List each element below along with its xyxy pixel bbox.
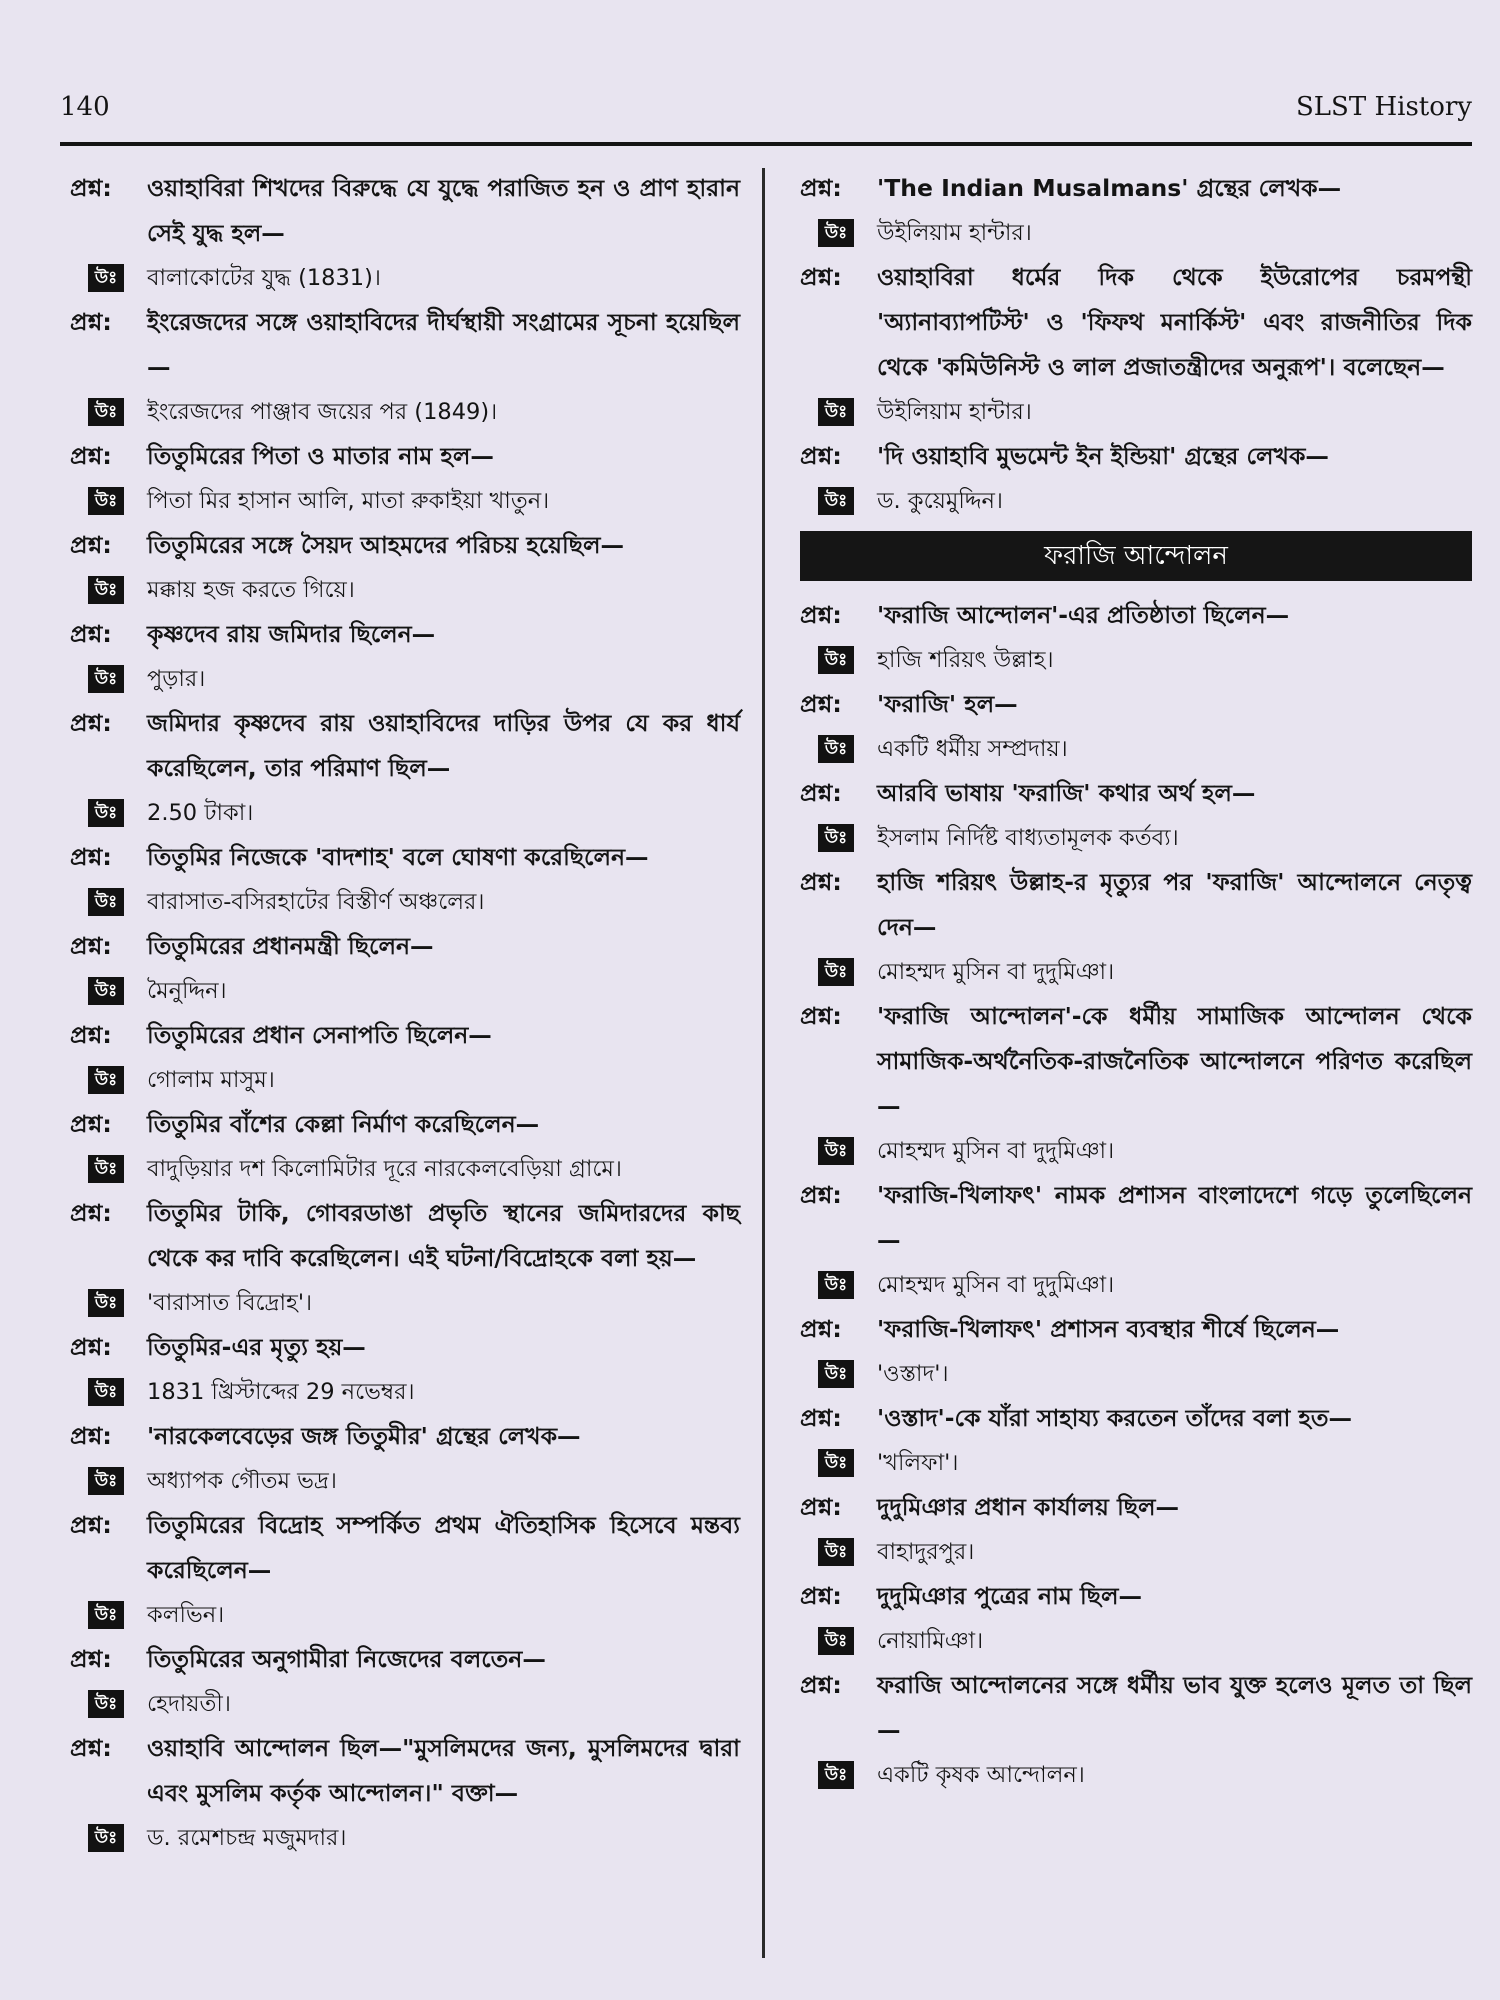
question-text: ফরাজি আন্দোলনের সঙ্গে ধর্মীয় ভাব যুক্ত হলেও মূলত তা ছিল— <box>877 1671 1472 1744</box>
question-label: প্রশ্ন: <box>70 620 112 648</box>
answer-badge: উঃ <box>818 1761 854 1789</box>
qa-item <box>800 1574 1472 1663</box>
answer-badge: উঃ <box>818 1449 854 1477</box>
question-label: প্রশ্ন: <box>800 1582 842 1610</box>
question <box>800 1173 1472 1263</box>
section-banner: ফরাজি আন্দোলন <box>800 531 1472 581</box>
answer-badge: উঃ <box>818 398 854 426</box>
qa-item <box>70 523 740 612</box>
answer <box>70 1682 740 1726</box>
question-text: ওয়াহাবিরা ধর্মের দিক থেকে ইউরোপের চরমপন্থী 'অ্যানাব্যাপটিস্ট' ও 'ফিফথ মনার্কিস্ট' এবং রাজনীতির দিক থেকে 'কমিউনিস্ট ও লাল প্রজাতন্ত্রীদের অনুরূপ'। বলেছেন— <box>877 263 1472 381</box>
answer-text: 'বারাসাত বিদ্রোহ'। <box>147 1290 313 1316</box>
question <box>70 612 740 657</box>
question-label: প্রশ্ন: <box>70 1021 112 1049</box>
answer-text: 1831 খ্রিস্টাব্দের 29 নভেম্বর। <box>147 1379 415 1405</box>
answer <box>70 1593 740 1637</box>
question-text: 'ফরাজি আন্দোলন'-কে ধর্মীয় সামাজিক আন্দোলন থেকে সামাজিক-অর্থনৈতিক-রাজনৈতিক আন্দোলনে পরিণত করেছিল— <box>877 1002 1472 1120</box>
question-label: প্রশ্ন: <box>70 843 112 871</box>
question <box>800 1307 1472 1352</box>
question-label: প্রশ্ন: <box>70 1645 112 1673</box>
answer-text: বারাসাত-বসিরহাটের বিস্তীর্ণ অঞ্চলের। <box>147 889 485 915</box>
question-text: তিতুমির-এর মৃত্যু হয়— <box>147 1333 366 1361</box>
question-label: প্রশ্ন: <box>800 1181 842 1209</box>
book-title: SLST History <box>1295 92 1472 122</box>
qa-item <box>70 166 740 300</box>
answer-text: মোহম্মদ মুসিন বা দুদুমিঞা। <box>877 1272 1115 1298</box>
qa-item <box>70 1191 740 1325</box>
qa-item <box>70 1325 740 1414</box>
answer <box>800 1441 1472 1485</box>
question <box>800 1574 1472 1619</box>
question-text: ওয়াহাবিরা শিখদের বিরুদ্ধে যে যুদ্ধে পরাজিত হন ও প্রাণ হারান সেই যুদ্ধ হল— <box>147 174 740 247</box>
answer-text: হেদায়তী। <box>147 1691 231 1717</box>
answer-text: মোহম্মদ মুসিন বা দুদুমিঞা। <box>877 959 1115 985</box>
answer <box>800 816 1472 860</box>
answer-text: বাহাদুরপুর। <box>877 1539 975 1565</box>
qa-item <box>70 612 740 701</box>
column-divider <box>762 168 765 1958</box>
answer <box>800 479 1472 523</box>
question <box>70 1414 740 1459</box>
qa-item <box>70 1102 740 1191</box>
question <box>800 1663 1472 1753</box>
answer-badge: উঃ <box>818 1271 854 1299</box>
answer-text: বালাকোটের যুদ্ধ (1831)। <box>147 265 381 291</box>
question-text: হাজি শরিয়ৎ উল্লাহ-র মৃত্যুর পর 'ফরাজি' আন্দোলনে নেতৃত্ব দেন— <box>877 868 1472 941</box>
answer <box>800 390 1472 434</box>
qa-item <box>800 593 1472 682</box>
question-label: প্রশ্ন: <box>70 1511 112 1539</box>
qa-item <box>70 434 740 523</box>
question-label: প্রশ্ন: <box>70 531 112 559</box>
answer <box>70 1058 740 1102</box>
answer <box>70 880 740 924</box>
question <box>800 860 1472 950</box>
answer-text: মোহম্মদ মুসিন বা দুদুমিঞা। <box>877 1138 1115 1164</box>
qa-item <box>70 1414 740 1503</box>
answer-text: ইসলাম নির্দিষ্ট বাধ্যতামূলক কর্তব্য। <box>877 825 1179 851</box>
question-label: প্রশ্ন: <box>800 1671 842 1699</box>
answer-text: হাজি শরিয়ৎ উল্লাহ। <box>877 647 1054 673</box>
answer <box>800 1129 1472 1173</box>
question-text: 'ফরাজি-খিলাফৎ' প্রশাসন ব্যবস্থার শীর্ষে ছিলেন— <box>877 1315 1340 1343</box>
question-text: তিতুমির নিজেকে 'বাদশাহ' বলে ঘোষণা করেছিলেন— <box>147 843 649 871</box>
answer-text: নোয়ামিঞা। <box>877 1628 984 1654</box>
question-label: প্রশ্ন: <box>70 174 112 202</box>
answer-badge: উঃ <box>818 646 854 674</box>
answer <box>800 1263 1472 1307</box>
question-text: দুদুমিঞার পুত্রের নাম ছিল— <box>877 1582 1143 1610</box>
question-text: তিতুমিরের অনুগামীরা নিজেদের বলতেন— <box>147 1645 546 1673</box>
answer-badge: উঃ <box>88 665 124 693</box>
question-text: তিতুমিরের প্রধান সেনাপতি ছিলেন— <box>147 1021 492 1049</box>
question-label: প্রশ্ন: <box>800 1002 842 1030</box>
question <box>800 771 1472 816</box>
question-label: প্রশ্ন: <box>800 690 842 718</box>
answer <box>70 657 740 701</box>
answer-text: উইলিয়াম হান্টার। <box>877 399 1032 425</box>
question-label: প্রশ্ন: <box>800 1315 842 1343</box>
qa-item <box>800 682 1472 771</box>
qa-item <box>800 434 1472 523</box>
answer-text: 'ওস্তাদ'। <box>877 1361 949 1387</box>
question-text: কৃষ্ণদেব রায় জমিদার ছিলেন— <box>147 620 436 648</box>
question-text: তিতুমিরের বিদ্রোহ সম্পর্কিত প্রথম ঐতিহাসিক হিসেবে মন্তব্য করেছিলেন— <box>147 1511 740 1584</box>
question <box>70 1191 740 1281</box>
answer-badge: উঃ <box>88 888 124 916</box>
question-text: 'ফরাজি আন্দোলন'-এর প্রতিষ্ঠাতা ছিলেন— <box>877 601 1290 629</box>
qa-item <box>800 860 1472 994</box>
question-label: প্রশ্ন: <box>800 1493 842 1521</box>
answer-badge: উঃ <box>818 1538 854 1566</box>
question-label: প্রশ্ন: <box>800 442 842 470</box>
answer-badge: উঃ <box>818 219 854 247</box>
header-rule <box>60 142 1472 146</box>
qa-item <box>70 835 740 924</box>
answer-text: ড. কুয়েমুদ্দিন। <box>877 488 1003 514</box>
question <box>800 255 1472 390</box>
question-label: প্রশ্ন: <box>70 1422 112 1450</box>
question-text: আরবি ভাষায় 'ফরাজি' কথার অর্থ হল— <box>877 779 1256 807</box>
page-number: 140 <box>60 92 110 122</box>
question <box>800 166 1472 211</box>
question-text: দুদুমিঞার প্রধান কার্যালয় ছিল— <box>877 1493 1180 1521</box>
answer <box>70 791 740 835</box>
question-text: 'ওস্তাদ'-কে যাঁরা সাহায্য করতেন তাঁদের বলা হত— <box>877 1404 1353 1432</box>
qa-item <box>70 924 740 1013</box>
qa-item <box>70 701 740 835</box>
answer-text: কলভিন। <box>147 1602 225 1628</box>
answer <box>70 256 740 300</box>
qa-item <box>70 1637 740 1726</box>
answer <box>70 1459 740 1503</box>
question <box>70 300 740 390</box>
question-label: প্রশ্ন: <box>800 1404 842 1432</box>
question <box>70 1503 740 1593</box>
answer-text: মক্কায় হজ করতে গিয়ে। <box>147 577 355 603</box>
left-column <box>70 166 740 1860</box>
answer-badge: উঃ <box>818 958 854 986</box>
question <box>800 682 1472 727</box>
answer-text: অধ্যাপক গৌতম ভদ্র। <box>147 1468 337 1494</box>
answer <box>70 1281 740 1325</box>
question-label: প্রশ্ন: <box>70 442 112 470</box>
question-label: প্রশ্ন: <box>70 709 112 737</box>
qa-item <box>800 1173 1472 1307</box>
question <box>800 1485 1472 1530</box>
question <box>800 593 1472 638</box>
question <box>800 1396 1472 1441</box>
answer-badge: উঃ <box>88 1824 124 1852</box>
question-label: প্রশ্ন: <box>800 779 842 807</box>
qa-item <box>800 1663 1472 1797</box>
answer-badge: উঃ <box>818 1137 854 1165</box>
question <box>70 166 740 256</box>
answer <box>70 1370 740 1414</box>
answer <box>70 479 740 523</box>
question-label: প্রশ্ন: <box>800 263 842 291</box>
qa-item <box>70 1503 740 1637</box>
page-header <box>60 92 1472 136</box>
right-column-top <box>800 166 1472 523</box>
question <box>70 701 740 791</box>
question-label: প্রশ্ন: <box>70 932 112 960</box>
question-label: প্রশ্ন: <box>70 1199 112 1227</box>
answer-text: পিতা মির হাসান আলি, মাতা রুকাইয়া খাতুন। <box>147 488 550 514</box>
qa-item <box>800 255 1472 434</box>
question <box>70 523 740 568</box>
question-label: প্রশ্ন: <box>70 1734 112 1762</box>
question-text: 'দি ওয়াহাবি মুভমেন্ট ইন ইন্ডিয়া' গ্রন্থের লেখক— <box>877 442 1329 470</box>
answer-badge: উঃ <box>88 576 124 604</box>
answer-text: উইলিয়াম হান্টার। <box>877 220 1032 246</box>
answer-badge: উঃ <box>88 1155 124 1183</box>
answer-badge: উঃ <box>818 1360 854 1388</box>
question-text: জমিদার কৃষ্ণদেব রায় ওয়াহাবিদের দাড়ির উপর যে কর ধার্য করেছিলেন, তার পরিমাণ ছিল— <box>147 709 740 782</box>
question-text: 'The Indian Musalmans' গ্রন্থের লেখক— <box>877 174 1342 202</box>
answer-text: একটি ধর্মীয় সম্প্রদায়। <box>877 736 1068 762</box>
question-text: ইংরেজদের সঙ্গে ওয়াহাবিদের দীর্ঘস্থায়ী সংগ্রামের সূচনা হয়েছিল— <box>147 308 740 381</box>
answer-badge: উঃ <box>818 487 854 515</box>
answer <box>70 1816 740 1860</box>
answer-badge: উঃ <box>88 1690 124 1718</box>
qa-item <box>800 1485 1472 1574</box>
question <box>70 1102 740 1147</box>
qa-item <box>800 994 1472 1173</box>
answer <box>800 950 1472 994</box>
answer-text: 'খলিফা'। <box>877 1450 959 1476</box>
qa-item <box>70 1013 740 1102</box>
answer-badge: উঃ <box>88 1378 124 1406</box>
answer-badge: উঃ <box>818 735 854 763</box>
answer-badge: উঃ <box>88 1066 124 1094</box>
qa-item <box>70 1726 740 1860</box>
question-text: তিতুমিরের পিতা ও মাতার নাম হল— <box>147 442 494 470</box>
answer <box>70 568 740 612</box>
answer-badge: উঃ <box>88 977 124 1005</box>
qa-item <box>800 166 1472 255</box>
question-label: প্রশ্ন: <box>70 1110 112 1138</box>
answer-text: ইংরেজদের পাঞ্জাব জয়ের পর (1849)। <box>147 399 498 425</box>
qa-item <box>800 771 1472 860</box>
answer-badge: উঃ <box>88 398 124 426</box>
answer <box>800 727 1472 771</box>
question-label: প্রশ্ন: <box>70 308 112 336</box>
answer-text: গোলাম মাসুম। <box>147 1067 275 1093</box>
question-text: 'নারকেলবেড়ের জঙ্গ তিতুমীর' গ্রন্থের লেখক— <box>147 1422 581 1450</box>
answer-text: একটি কৃষক আন্দোলন। <box>877 1762 1085 1788</box>
answer-badge: উঃ <box>88 1467 124 1495</box>
answer-badge: উঃ <box>88 264 124 292</box>
answer <box>70 969 740 1013</box>
question <box>70 924 740 969</box>
question-text: তিতুমির টাকি, গোবরডাঙা প্রভৃতি স্থানের জমিদারদের কাছ থেকে কর দাবি করেছিলেন। এই ঘটনা/বিদ্রোহকে বলা হয়— <box>147 1199 740 1272</box>
question-text: তিতুমির বাঁশের কেল্লা নির্মাণ করেছিলেন— <box>147 1110 540 1138</box>
answer <box>70 390 740 434</box>
answer <box>800 211 1472 255</box>
question <box>70 1325 740 1370</box>
answer-text: 2.50 টাকা। <box>147 800 254 826</box>
answer <box>800 1352 1472 1396</box>
question-label: প্রশ্ন: <box>800 601 842 629</box>
answer-badge: উঃ <box>88 799 124 827</box>
answer-badge: উঃ <box>818 1627 854 1655</box>
answer <box>800 638 1472 682</box>
answer-text: মৈনুদ্দিন। <box>147 978 227 1004</box>
qa-item <box>800 1396 1472 1485</box>
answer-badge: উঃ <box>88 1601 124 1629</box>
answer <box>800 1619 1472 1663</box>
question <box>800 994 1472 1129</box>
question <box>70 1637 740 1682</box>
answer <box>800 1530 1472 1574</box>
answer-badge: উঃ <box>88 1289 124 1317</box>
qa-item <box>800 1307 1472 1396</box>
answer-badge: উঃ <box>88 487 124 515</box>
question-text: তিতুমিরের প্রধানমন্ত্রী ছিলেন— <box>147 932 434 960</box>
question-label: প্রশ্ন: <box>800 174 842 202</box>
right-column-bottom <box>800 593 1472 1797</box>
answer-text: ড. রমেশচন্দ্র মজুমদার। <box>147 1825 347 1851</box>
question-text: 'ফরাজি-খিলাফৎ' নামক প্রশাসন বাংলাদেশে গড়ে তুলেছিলেন— <box>877 1181 1472 1254</box>
answer-text: বাদুড়িয়ার দশ কিলোমিটার দূরে নারকেলবেড়িয়া গ্রামে। <box>147 1156 622 1182</box>
right-column <box>800 166 1472 1797</box>
answer-badge: উঃ <box>818 824 854 852</box>
question-text: তিতুমিরের সঙ্গে সৈয়দ আহমদের পরিচয় হয়েছিল— <box>147 531 624 559</box>
qa-item <box>70 300 740 434</box>
question-label: প্রশ্ন: <box>800 868 842 896</box>
question <box>70 434 740 479</box>
question <box>800 434 1472 479</box>
answer-text: পুড়ার। <box>147 666 206 692</box>
question <box>70 1726 740 1816</box>
question-text: 'ফরাজি' হল— <box>877 690 1018 718</box>
question-text: ওয়াহাবি আন্দোলন ছিল—"মুসলিমদের জন্য, মুসলিমদের দ্বারা এবং মুসলিম কর্তৃক আন্দোলন।" বক্তা— <box>147 1734 740 1807</box>
answer <box>70 1147 740 1191</box>
question-label: প্রশ্ন: <box>70 1333 112 1361</box>
question <box>70 835 740 880</box>
answer <box>800 1753 1472 1797</box>
question <box>70 1013 740 1058</box>
